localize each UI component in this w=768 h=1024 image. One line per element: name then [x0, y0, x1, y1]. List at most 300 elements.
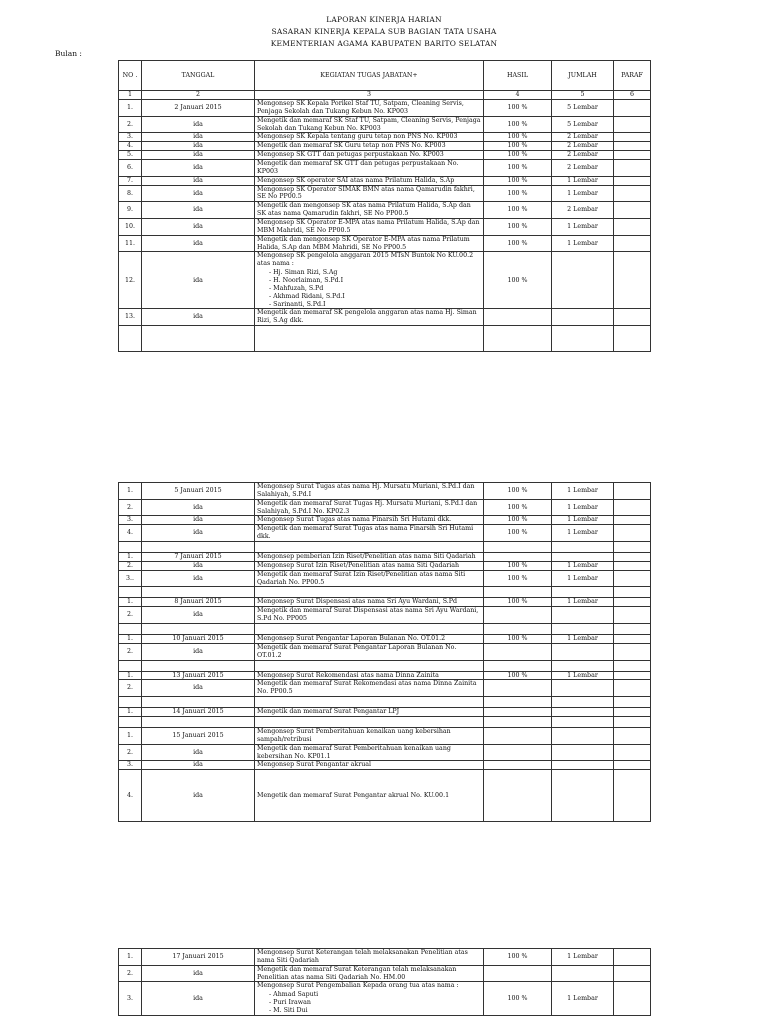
jumlah-cell: 1 Lembar	[552, 219, 614, 236]
table-row	[119, 561, 651, 570]
kegiatan-cell	[255, 761, 484, 770]
col-number: 4	[484, 91, 552, 100]
paraf-cell	[614, 133, 651, 142]
kegiatan-text: Mengetik dan memaraf Surat Izin Riset/Penelitian atas nama Siti Qadariah No. PP00.5	[257, 570, 466, 586]
kegiatan-text: Mengetik dan memaraf SK Guru tetap non PNS No. KP003	[257, 142, 446, 150]
kegiatan-cell	[255, 570, 484, 587]
row-number-cell: 3..	[119, 570, 142, 587]
table-row	[119, 235, 651, 252]
report-institution: KEMENTERIAN AGAMA KABUPATEN BARITO SELATAN	[270, 39, 498, 48]
empty-cell	[552, 660, 614, 671]
name-list-item: - Akhmad Ridani, S.Pd.I	[269, 293, 481, 301]
hasil-cell: 100 %	[484, 133, 552, 142]
separator-row	[119, 587, 651, 598]
hasil-cell: 100 %	[484, 151, 552, 160]
kegiatan-text: Mengonsep SK Kepala Porikel Staf TU, Satpam, Cleaning Servis, Penjaga Sekolah dan Tukang Kebun No. KP003	[257, 100, 464, 115]
jumlah-cell	[552, 761, 614, 770]
kegiatan-text: Mengetik dan memaraf SK pengelola anggaran atas nama Hj. Siman Rizi, S.Ag dkk.	[257, 309, 477, 325]
hasil-cell: 100 %	[484, 570, 552, 587]
table-row	[119, 100, 651, 117]
empty-cell	[614, 587, 651, 598]
col-header-hasil: HASIL	[484, 61, 552, 91]
hasil-cell: 100 %	[484, 949, 552, 966]
col-number: 3	[255, 91, 484, 100]
kegiatan-cell	[255, 949, 484, 966]
kegiatan-text: Mengetik dan mengonsep SK atas nama Prilatum Halida, S.Ap dan SK atas nama Qamarudin fakhri, SE No PP00.5	[257, 202, 471, 218]
tanggal-cell: 13 Januari 2015	[142, 671, 255, 680]
col-header-no: NO .	[119, 61, 142, 91]
jumlah-cell	[552, 728, 614, 745]
kegiatan-cell	[255, 708, 484, 717]
tanggal-cell: ida	[142, 965, 255, 982]
paraf-cell	[614, 235, 651, 252]
table-row	[119, 570, 651, 587]
paraf-cell	[614, 142, 651, 151]
tanggal-cell: ida	[142, 525, 255, 542]
empty-cell	[142, 542, 255, 553]
kegiatan-text: Mengonsep pemberian Izin Riset/Penelitian atas nama Siti Qadariah	[257, 553, 476, 561]
kegiatan-cell	[255, 728, 484, 745]
jumlah-cell	[552, 643, 614, 660]
empty-cell	[552, 587, 614, 598]
kegiatan-text: Mengonsep SK Operator E-MPA atas nama Prilatum Halida, S.Ap dan MBM Mahridi, SE No PP00.5	[257, 219, 480, 234]
tanggal-cell: ida	[142, 570, 255, 587]
report-subtitle: SASARAN KINERJA KEPALA SUB BAGIAN TATA USAHA	[271, 27, 497, 36]
table-header-row	[119, 61, 651, 91]
kegiatan-cell	[255, 680, 484, 697]
paraf-cell	[614, 309, 651, 326]
report-title: LAPORAN KINERJA HARIAN	[326, 15, 442, 24]
tanggal-cell: ida	[142, 761, 255, 770]
bulan-label: Bulan :	[55, 49, 82, 58]
jumlah-cell: 1 Lembar	[552, 635, 614, 644]
kegiatan-cell	[255, 116, 484, 133]
row-number-cell: 2.	[119, 744, 142, 761]
kegiatan-cell	[255, 770, 484, 822]
tanggal-cell: ida	[142, 252, 255, 309]
row-number-cell: 2.	[119, 965, 142, 982]
separator-row	[119, 697, 651, 708]
row-number-cell: 7.	[119, 176, 142, 185]
jumlah-cell: 1 Lembar	[552, 516, 614, 525]
table-row	[119, 635, 651, 644]
paraf-cell	[614, 643, 651, 660]
jumlah-cell: 1 Lembar	[552, 671, 614, 680]
hasil-cell	[484, 708, 552, 717]
table-row	[119, 770, 651, 822]
hasil-cell: 100 %	[484, 671, 552, 680]
separator-row	[119, 624, 651, 635]
empty-cell	[552, 697, 614, 708]
row-number-cell: 2.	[119, 643, 142, 660]
kegiatan-cell	[255, 219, 484, 236]
jumlah-cell: 2 Lembar	[552, 142, 614, 151]
row-number-cell: 11.	[119, 235, 142, 252]
empty-cell	[484, 587, 552, 598]
paraf-cell	[614, 708, 651, 717]
kegiatan-text: Mengonsep SK GTT dan petugas perpustakaan No. KP003	[257, 151, 444, 159]
tanggal-cell: 5 Januari 2015	[142, 483, 255, 500]
paraf-cell	[614, 744, 651, 761]
hasil-cell: 100 %	[484, 252, 552, 309]
row-number-cell: 3.	[119, 761, 142, 770]
hasil-cell: 100 %	[484, 176, 552, 185]
row-number-cell: 1.	[119, 671, 142, 680]
tanggal-cell: ida	[142, 116, 255, 133]
tanggal-cell: ida	[142, 499, 255, 516]
kegiatan-cell	[255, 744, 484, 761]
name-list-item: - M. Siti Dui	[269, 1007, 481, 1015]
empty-cell	[552, 624, 614, 635]
paraf-cell	[614, 671, 651, 680]
tanggal-cell: ida	[142, 219, 255, 236]
kegiatan-text: Mengonsep Surat Tugas atas nama Hj. Mursatu Muriani, S.Pd.I dan Salahiyah, S.Pd.I	[257, 483, 475, 498]
col-header-jumlah: JUMLAH	[552, 61, 614, 91]
empty-cell	[119, 326, 142, 352]
hasil-cell	[484, 553, 552, 562]
paraf-cell	[614, 499, 651, 516]
tanggal-cell: 7 Januari 2015	[142, 553, 255, 562]
hasil-cell: 100 %	[484, 525, 552, 542]
paraf-cell	[614, 116, 651, 133]
hasil-cell	[484, 744, 552, 761]
kegiatan-cell	[255, 176, 484, 185]
row-number-cell: 2.	[119, 680, 142, 697]
empty-cell	[142, 717, 255, 728]
tanggal-cell: ida	[142, 235, 255, 252]
jumlah-cell: 1 Lembar	[552, 561, 614, 570]
table-row	[119, 142, 651, 151]
empty-cell	[255, 624, 484, 635]
hasil-cell: 100 %	[484, 202, 552, 219]
tanggal-cell: 14 Januari 2015	[142, 708, 255, 717]
paraf-cell	[614, 965, 651, 982]
empty-cell	[142, 660, 255, 671]
paraf-cell	[614, 761, 651, 770]
table-row	[119, 116, 651, 133]
empty-cell	[119, 587, 142, 598]
separator-row	[119, 717, 651, 728]
tanggal-cell: 17 Januari 2015	[142, 949, 255, 966]
kegiatan-cell	[255, 525, 484, 542]
empty-cell	[484, 697, 552, 708]
jumlah-cell: 1 Lembar	[552, 499, 614, 516]
hasil-cell	[484, 680, 552, 697]
kegiatan-cell	[255, 635, 484, 644]
paraf-cell	[614, 185, 651, 202]
row-number-cell: 1.	[119, 728, 142, 745]
table-row	[119, 483, 651, 500]
hasil-cell	[484, 761, 552, 770]
jumlah-cell: 1 Lembar	[552, 570, 614, 587]
table-row	[119, 133, 651, 142]
jumlah-cell: 2 Lembar	[552, 160, 614, 177]
tanggal-cell: ida	[142, 982, 255, 1015]
hasil-cell: 100 %	[484, 116, 552, 133]
empty-cell	[484, 660, 552, 671]
jumlah-cell	[552, 252, 614, 309]
hasil-cell: 100 %	[484, 982, 552, 1015]
empty-cell	[119, 717, 142, 728]
table-row	[119, 680, 651, 697]
kegiatan-cell	[255, 133, 484, 142]
col-number: 6	[614, 91, 651, 100]
name-list-item: - Puri Irawan	[269, 999, 481, 1007]
empty-cell	[484, 326, 552, 352]
tanggal-cell: ida	[142, 680, 255, 697]
hasil-cell: 100 %	[484, 142, 552, 151]
row-number-cell: 1.	[119, 100, 142, 117]
table-row	[119, 744, 651, 761]
kegiatan-text: Mengetik dan memaraf Surat Tugas Hj. Mursatu Muriani, S.Pd.I dan Salahiyah, S.Pd.I No. KP02.3	[257, 499, 478, 515]
col-header-kegiatan: KEGIATAN TUGAS JABATAN+	[255, 61, 484, 91]
tanggal-cell: ida	[142, 744, 255, 761]
hasil-cell	[484, 309, 552, 326]
paraf-cell	[614, 607, 651, 624]
hasil-cell	[484, 607, 552, 624]
name-list-item: - Ahmad Saputi	[269, 991, 481, 999]
hasil-cell	[484, 643, 552, 660]
jumlah-cell	[552, 607, 614, 624]
kegiatan-text: Mengonsep Surat Pengembalian Kepada orang tua atas nama :	[257, 982, 459, 990]
tanggal-cell: ida	[142, 133, 255, 142]
empty-row	[119, 326, 651, 352]
kegiatan-cell	[255, 160, 484, 177]
empty-cell	[119, 624, 142, 635]
empty-cell	[614, 717, 651, 728]
table-row	[119, 598, 651, 607]
jumlah-cell: 2 Lembar	[552, 133, 614, 142]
paraf-cell	[614, 982, 651, 1015]
table-row	[119, 309, 651, 326]
row-number-cell: 3.	[119, 516, 142, 525]
tanggal-cell: 10 Januari 2015	[142, 635, 255, 644]
row-number-cell: 13.	[119, 309, 142, 326]
kegiatan-text: Mengonsep Surat Izin Riset/Penelitian atas nama Siti Qadariah	[257, 561, 460, 569]
hasil-cell: 100 %	[484, 219, 552, 236]
paraf-cell	[614, 160, 651, 177]
empty-cell	[142, 587, 255, 598]
paraf-cell	[614, 100, 651, 117]
table-row	[119, 185, 651, 202]
hasil-cell	[484, 728, 552, 745]
empty-cell	[255, 660, 484, 671]
table-row	[119, 982, 651, 1015]
tanggal-cell: ida	[142, 770, 255, 822]
row-number-cell: 9.	[119, 202, 142, 219]
jumlah-cell	[552, 770, 614, 822]
kegiatan-text: Mengetik dan memaraf SK Staf TU, Satpam, Cleaning Servis, Penjaga Sekolah dan Tukang Kebun No. KP003	[257, 116, 481, 132]
kegiatan-name-list	[257, 991, 481, 1015]
jumlah-cell	[552, 680, 614, 697]
tanggal-cell: ida	[142, 643, 255, 660]
table-row	[119, 252, 651, 309]
paraf-cell	[614, 525, 651, 542]
paraf-cell	[614, 176, 651, 185]
hasil-cell: 100 %	[484, 561, 552, 570]
kegiatan-text: Mengonsep Surat Pemberitahuan kenaikan uang kebersihan sampah/retribusi	[257, 728, 451, 743]
paraf-cell	[614, 949, 651, 966]
empty-cell	[614, 697, 651, 708]
jumlah-cell: 1 Lembar	[552, 235, 614, 252]
jumlah-cell: 1 Lembar	[552, 982, 614, 1015]
hasil-cell: 100 %	[484, 235, 552, 252]
jumlah-cell: 1 Lembar	[552, 598, 614, 607]
empty-cell	[119, 660, 142, 671]
table-row	[119, 151, 651, 160]
row-number-cell: 1.	[119, 708, 142, 717]
kegiatan-cell	[255, 671, 484, 680]
row-number-cell: 1.	[119, 598, 142, 607]
jumlah-cell	[552, 708, 614, 717]
kegiatan-text: Mengonsep Surat Pengantar akrual	[257, 761, 372, 769]
kegiatan-text: Mengonsep Surat Tugas atas nama Finarsih Sri Hutami dkk.	[257, 516, 452, 524]
column-number-row	[119, 91, 651, 100]
tanggal-cell: ida	[142, 185, 255, 202]
kegiatan-cell	[255, 561, 484, 570]
kegiatan-text: Mengonsep SK Operator SIMAK BMN atas nama Qamarudin fakhri, SE No PP00.5	[257, 185, 475, 201]
table-row	[119, 176, 651, 185]
row-number-cell: 5.	[119, 151, 142, 160]
kegiatan-cell	[255, 598, 484, 607]
table-row	[119, 607, 651, 624]
jumlah-cell	[552, 309, 614, 326]
tanggal-cell: ida	[142, 607, 255, 624]
tanggal-cell: ida	[142, 561, 255, 570]
row-number-cell: 3.	[119, 982, 142, 1015]
hasil-cell: 100 %	[484, 185, 552, 202]
hasil-cell	[484, 770, 552, 822]
col-number: 2	[142, 91, 255, 100]
table-row	[119, 202, 651, 219]
tanggal-cell: 2 Januari 2015	[142, 100, 255, 117]
jumlah-cell: 1 Lembar	[552, 185, 614, 202]
kegiatan-cell	[255, 982, 484, 1015]
jumlah-cell: 2 Lembar	[552, 202, 614, 219]
empty-cell	[119, 697, 142, 708]
jumlah-cell: 1 Lembar	[552, 483, 614, 500]
row-number-cell: 12.	[119, 252, 142, 309]
empty-cell	[255, 542, 484, 553]
kegiatan-text: Mengonsep Surat Keterangan telah melaksanakan Penelitian atas nama Siti Qadariah	[257, 949, 468, 964]
name-list-item: - Mahfuzah, S.Pd	[269, 285, 481, 293]
kegiatan-text: Mengetik dan memaraf Surat Dispensasi atas nama Sri Ayu Wardani, S.Pd No. PP005	[257, 607, 479, 623]
row-number-cell: 8.	[119, 185, 142, 202]
kegiatan-text: Mengonsep Surat Dispensasi atas nama Sri Ayu Wardani, S.Pd	[257, 598, 458, 606]
paraf-cell	[614, 570, 651, 587]
row-number-cell: 2.	[119, 499, 142, 516]
row-number-cell: 10.	[119, 219, 142, 236]
tanggal-cell: ida	[142, 151, 255, 160]
row-number-cell: 1.	[119, 949, 142, 966]
empty-cell	[142, 326, 255, 352]
empty-cell	[484, 542, 552, 553]
paraf-cell	[614, 728, 651, 745]
table-row	[119, 219, 651, 236]
hasil-cell: 100 %	[484, 598, 552, 607]
tanggal-cell: ida	[142, 176, 255, 185]
table-row	[119, 671, 651, 680]
hasil-cell: 100 %	[484, 160, 552, 177]
row-number-cell: 1.	[119, 553, 142, 562]
jumlah-cell: 1 Lembar	[552, 949, 614, 966]
kegiatan-text: Mengetik dan memaraf SK GTT dan petugas perpustakaan No. KP003	[257, 160, 459, 175]
kegiatan-cell	[255, 499, 484, 516]
table-row	[119, 643, 651, 660]
empty-cell	[255, 717, 484, 728]
paraf-cell	[614, 483, 651, 500]
kegiatan-text: Mengonsep SK Kepala tentang guru tetap non PNS No. KP003	[257, 133, 458, 141]
kegiatan-text: Mengonsep SK pengelola anggaran 2015 MTsN Buntok No KU.00.2 atas nama :	[257, 252, 474, 268]
row-number-cell: 2.	[119, 116, 142, 133]
kinerja-table-3	[118, 948, 651, 1016]
row-number-cell: 1.	[119, 635, 142, 644]
empty-cell	[614, 326, 651, 352]
kegiatan-cell	[255, 235, 484, 252]
kegiatan-cell	[255, 516, 484, 525]
tanggal-cell: ida	[142, 309, 255, 326]
paraf-cell	[614, 516, 651, 525]
tanggal-cell: ida	[142, 142, 255, 151]
table-row	[119, 516, 651, 525]
empty-cell	[142, 624, 255, 635]
empty-cell	[484, 717, 552, 728]
kegiatan-text: Mengetik dan memaraf Surat Pengantar LPJ	[257, 708, 400, 716]
empty-cell	[255, 697, 484, 708]
hasil-cell: 100 %	[484, 499, 552, 516]
paraf-cell	[614, 770, 651, 822]
jumlah-cell: 2 Lembar	[552, 151, 614, 160]
kegiatan-cell	[255, 185, 484, 202]
paraf-cell	[614, 219, 651, 236]
table-row	[119, 949, 651, 966]
empty-cell	[255, 587, 484, 598]
kegiatan-cell	[255, 100, 484, 117]
row-number-cell: 2.	[119, 561, 142, 570]
kegiatan-text: Mengetik dan memaraf Surat Pemberitahuan kenaikan uang kebersihan No. KP01.1	[257, 744, 451, 760]
row-number-cell: 4.	[119, 525, 142, 542]
hasil-cell: 100 %	[484, 483, 552, 500]
row-number-cell: 6.	[119, 160, 142, 177]
table-row	[119, 708, 651, 717]
kegiatan-cell	[255, 643, 484, 660]
kegiatan-text: Mengetik dan memaraf Surat Pengantar Laporan Bulanan No. OT.01.2	[257, 643, 457, 659]
table-row	[119, 525, 651, 542]
kegiatan-text: Mengetik dan memaraf Surat Rekomendasi atas nama Dinna Zainita No. PP00.5	[257, 680, 477, 696]
kegiatan-cell	[255, 151, 484, 160]
hasil-cell: 100 %	[484, 100, 552, 117]
kegiatan-cell	[255, 202, 484, 219]
paraf-cell	[614, 598, 651, 607]
paraf-cell	[614, 151, 651, 160]
kegiatan-cell	[255, 553, 484, 562]
kegiatan-text: Mengonsep Surat Pengantar Laporan Bulanan No. OT.01.2	[257, 635, 446, 643]
row-number-cell: 4.	[119, 770, 142, 822]
tanggal-cell: ida	[142, 202, 255, 219]
col-header-paraf: PARAF	[614, 61, 651, 91]
jumlah-cell	[552, 744, 614, 761]
col-header-tanggal: TANGGAL	[142, 61, 255, 91]
table-row	[119, 965, 651, 982]
paraf-cell	[614, 680, 651, 697]
kinerja-table-1	[118, 60, 651, 352]
name-list-item: - H. Noorlaiman, S.Pd.I	[269, 277, 481, 285]
kegiatan-cell	[255, 965, 484, 982]
hasil-cell: 100 %	[484, 516, 552, 525]
empty-cell	[255, 326, 484, 352]
kegiatan-cell	[255, 483, 484, 500]
table-row	[119, 553, 651, 562]
